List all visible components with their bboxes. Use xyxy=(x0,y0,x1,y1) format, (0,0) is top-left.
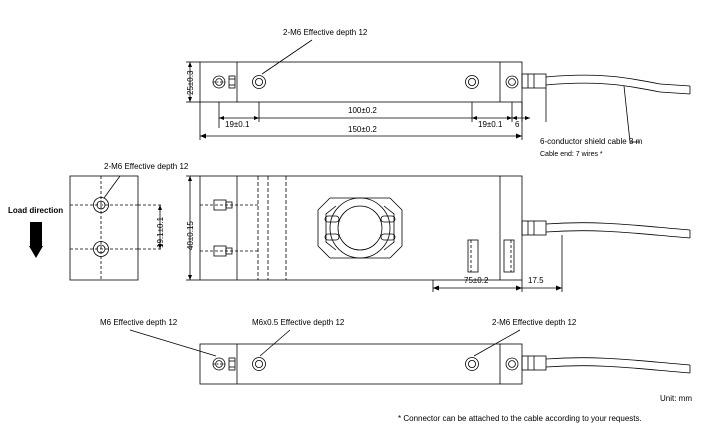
units-note: Unit: mm xyxy=(660,394,692,403)
dim-19-1: 19.1±0.1 xyxy=(156,216,165,248)
dim-25: 25±0.3 xyxy=(186,70,195,95)
dim-150: 150±0.2 xyxy=(348,125,377,134)
callout-middle-2m6: 2-M6 Effective depth 12 xyxy=(104,162,189,171)
dim-19-right: 19±0.1 xyxy=(478,120,503,129)
dim-17-5: 17.5 xyxy=(528,276,544,285)
cable-note-line2: Cable end: 7 wires * xyxy=(540,151,603,158)
cable-note-line1: 6-conductor shield cable 3 m xyxy=(540,137,643,146)
dim-100: 100±0.2 xyxy=(348,106,377,115)
dim-75: 75±0.2 xyxy=(464,276,489,285)
callout-top-2m6: 2-M6 Effective depth 12 xyxy=(283,28,368,37)
load-direction-label: Load direction xyxy=(8,206,64,215)
callout-bottom-2m6: 2-M6 Effective depth 12 xyxy=(492,318,577,327)
dim-19-left: 19±0.1 xyxy=(225,120,250,129)
callout-bottom-m6x05: M6x0.5 Effective depth 12 xyxy=(252,318,345,327)
callout-bottom-m6: M6 Effective depth 12 xyxy=(100,318,178,327)
dim-40: 40±0.15 xyxy=(186,221,195,250)
footnote: * Connector can be attached to the cable according to your requests. xyxy=(398,414,642,423)
dim-6: 6 xyxy=(515,120,520,129)
